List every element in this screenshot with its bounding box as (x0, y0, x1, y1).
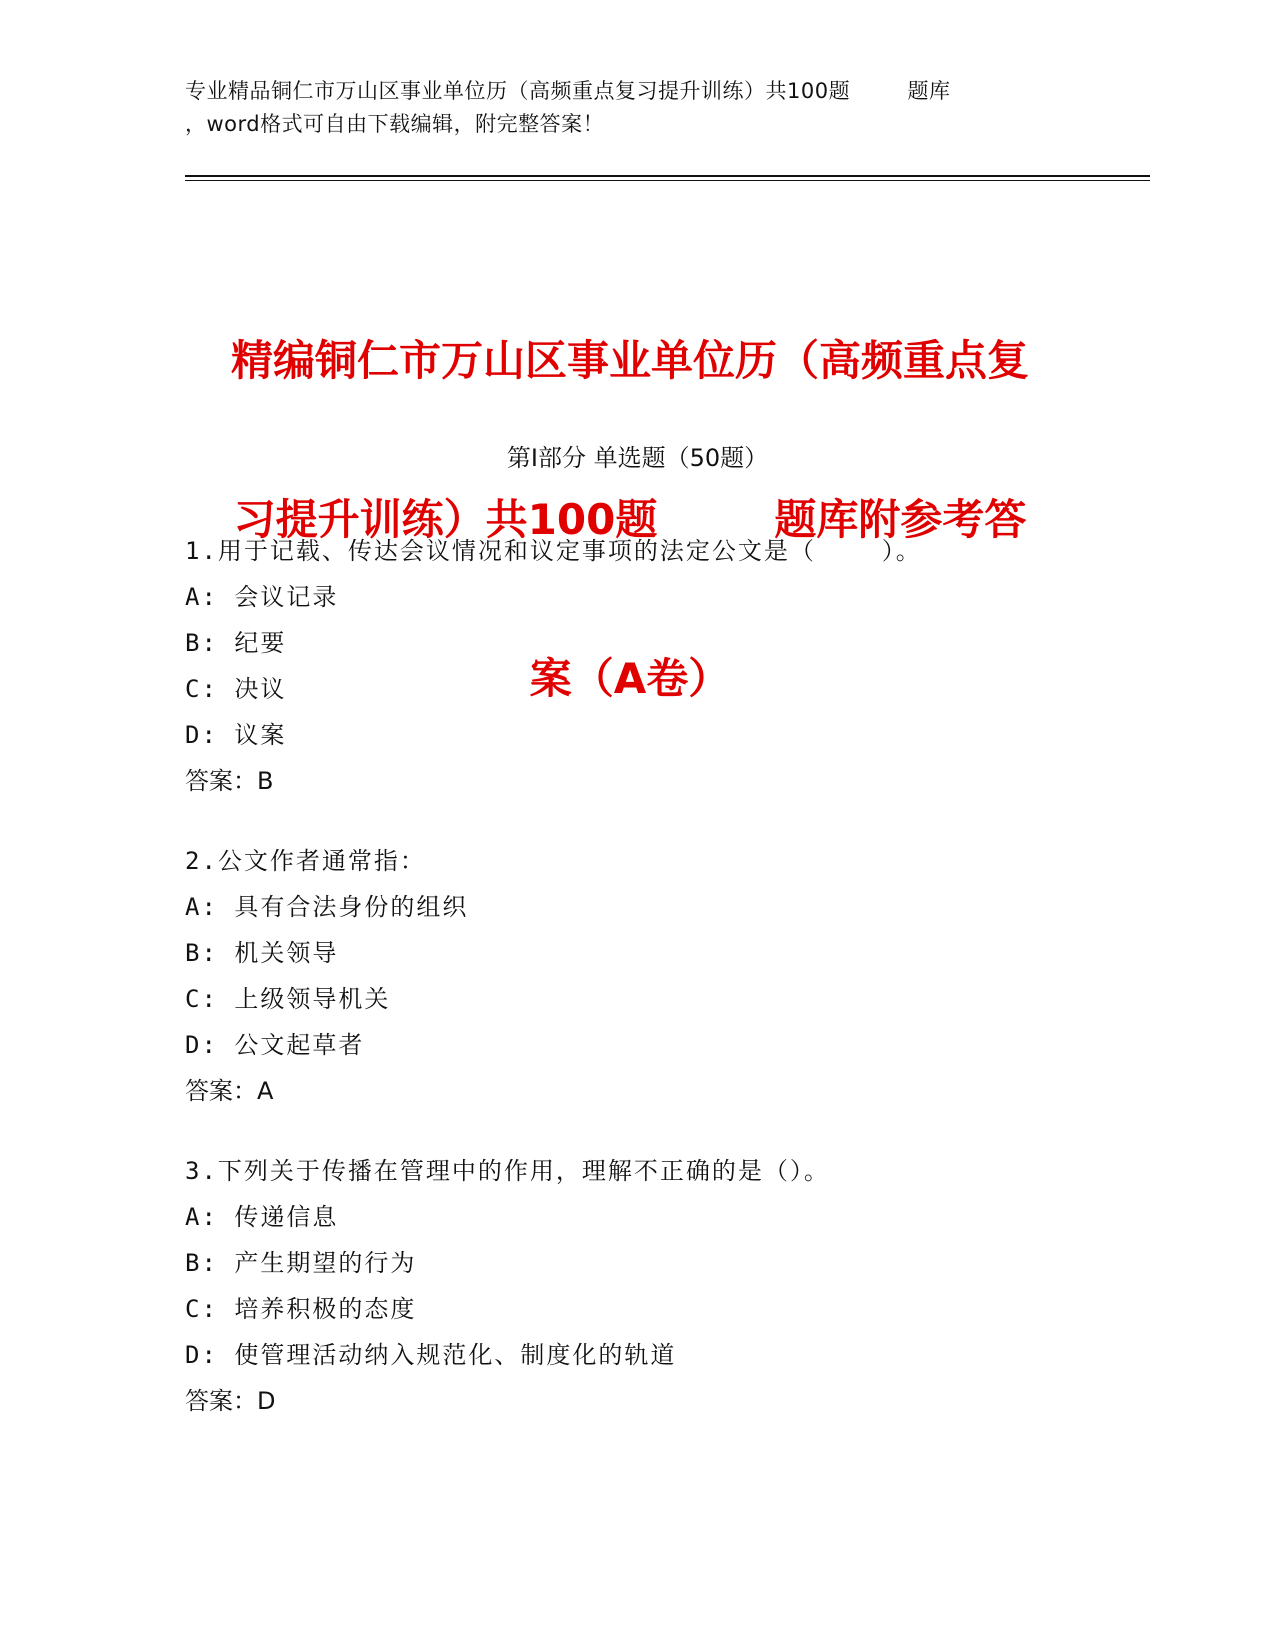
header-divider (185, 175, 1150, 177)
option-b: B: 产生期望的行为 (185, 1249, 417, 1277)
answer: 答案：B (185, 767, 274, 795)
section-heading: 第I部分 单选题（50题） (506, 444, 769, 472)
option-a: A: 传递信息 (185, 1203, 339, 1231)
option-b: B: 纪要 (185, 629, 287, 657)
header-text-line2: ，word格式可自由下载编辑，附完整答案！ (185, 112, 605, 136)
option-d: D: 使管理活动纳入规范化、制度化的轨道 (185, 1341, 677, 1369)
question-3 (185, 1148, 1145, 1424)
option-b: B: 机关领导 (185, 939, 339, 967)
option-d: D: 公文起草者 (185, 1031, 365, 1059)
title-line1: 精编铜仁市万山区事业单位历（高频重点复 (230, 336, 1029, 385)
option-d: D: 议案 (185, 721, 287, 749)
answer: 答案：D (185, 1387, 276, 1415)
question-stem: 3.下列关于传播在管理中的作用，理解不正确的是（）。 (185, 1157, 830, 1185)
option-a: A: 具有合法身份的组织 (185, 893, 469, 921)
header-divider-thin (185, 180, 1150, 181)
question-stem: 1.用于记载、传达会议情况和议定事项的法定公文是（ ）。 (185, 537, 922, 565)
question-stem: 2.公文作者通常指： (185, 847, 426, 875)
title-line2: 习提升训练）共100题 题库附参考答 (233, 495, 1027, 544)
question-2 (185, 838, 1145, 1114)
option-c: C: 上级领导机关 (185, 985, 391, 1013)
question-list (185, 528, 1145, 1458)
title-line3: 案（A卷） (529, 654, 731, 703)
header-text-line1: 专业精品铜仁市万山区事业单位历（高频重点复习提升训练）共100题 题库 (185, 79, 951, 103)
option-c: C: 培养积极的态度 (185, 1295, 417, 1323)
option-c: C: 决议 (185, 675, 287, 703)
question-1 (185, 528, 1145, 804)
answer: 答案：A (185, 1077, 274, 1105)
option-a: A: 会议记录 (185, 583, 339, 611)
